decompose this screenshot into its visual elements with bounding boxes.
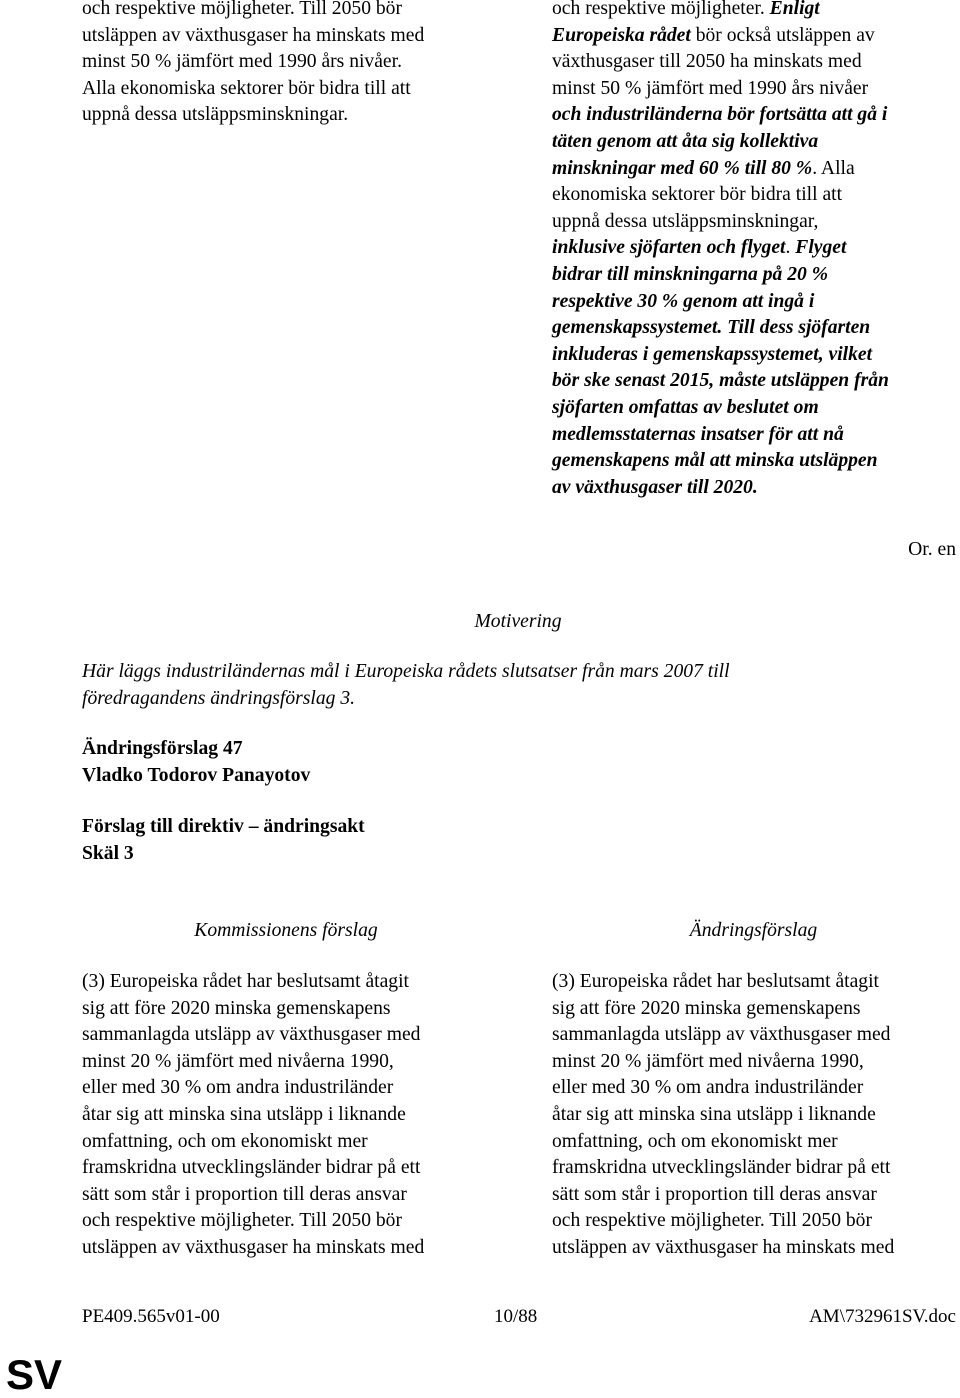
- text-run: bör också utsläppen av: [690, 24, 875, 46]
- text-line: sig att före 2020 minska gemenskapens: [552, 997, 861, 1019]
- text-line: eller med 30 % om andra industriländer: [82, 1077, 394, 1099]
- text-line: minst 20 % jämfört med nivåerna 1990,: [552, 1050, 864, 1072]
- text-line: sammanlagda utsläpp av växthusgaser med: [82, 1024, 421, 1046]
- text-line: omfattning, och om ekonomiskt mer: [552, 1130, 838, 1152]
- amended-line: av växthusgaser till 2020.: [552, 476, 758, 498]
- text-line: sätt som står i proportion till deras ansvar: [82, 1183, 407, 1205]
- amended-line: gemenskapens mål att minska utsläppen: [552, 450, 878, 472]
- text-line: utsläppen av växthusgaser ha minskats med: [82, 1236, 425, 1258]
- amended-line: bör ske senast 2015, måste utsläppen från: [552, 370, 889, 392]
- text-line: [552, 0, 889, 23]
- text-line: sammanlagda utsläpp av växthusgaser med: [552, 1024, 891, 1046]
- justification-text: [82, 659, 730, 712]
- text-line: minst 50 % jämfört med 1990 års nivåer.: [82, 51, 402, 73]
- amended-line: täten genom att åta sig kollektiva: [552, 130, 819, 152]
- amended-line: sjöfarten omfattas av beslutet om: [552, 396, 819, 418]
- text-line: uppnå dessa utsläppsminskningar,: [552, 210, 819, 232]
- amended-line: och industriländerna bör fortsätta att gå i: [552, 104, 888, 126]
- recital-number: Skäl 3: [82, 842, 134, 864]
- text-line: sig att före 2020 minska gemenskapens: [82, 997, 391, 1019]
- text-line: omfattning, och om ekonomiskt mer: [82, 1130, 368, 1152]
- footer-doc-ref: PE409.565v01-00: [82, 1306, 220, 1327]
- text-line: utsläppen av växthusgaser ha minskats med: [552, 1236, 895, 1258]
- amended-line: gemenskapssystemet. Till dess sjöfarten: [552, 317, 871, 339]
- language-code: SV: [6, 1351, 63, 1398]
- text-line: ekonomiska sektorer bör bidra till att: [552, 184, 843, 206]
- text-line: framskridna utvecklingsländer bidrar på ett: [82, 1157, 421, 1179]
- amended-line: bidrar till minskningarna på 20 %: [552, 263, 829, 285]
- text-line: [552, 235, 889, 262]
- text-line: Alla ekonomiska sektorer bör bidra till att: [82, 77, 411, 99]
- justification-heading: Motivering: [474, 611, 562, 632]
- text-line: åtar sig att minska sina utsläpp i liknande: [82, 1103, 406, 1125]
- text-line: och respektive möjligheter. Till 2050 bör: [82, 1210, 403, 1232]
- text-line: minst 20 % jämfört med nivåerna 1990,: [82, 1050, 394, 1072]
- amended-text: Europeiska rådet: [552, 24, 691, 46]
- top-right-text: [552, 0, 889, 501]
- text-line: [552, 23, 889, 50]
- amendment-heading: Ändringsförslag: [689, 920, 818, 941]
- amended-text: Enligt: [769, 0, 820, 19]
- amendment-author: Vladko Todorov Panayotov: [82, 764, 311, 786]
- text-run: .: [785, 237, 796, 259]
- commission-proposal-text: [82, 969, 424, 1262]
- top-left-text: [82, 0, 424, 129]
- text-line: eller med 30 % om andra industriländer: [552, 1077, 864, 1099]
- text-line: (3) Europeiska rådet har beslutsamt åtagit: [552, 971, 879, 992]
- amended-line: medlemsstaternas insatser för att nå: [552, 423, 844, 445]
- text-line: föredragandens ändringsförslag 3.: [82, 687, 356, 709]
- amendment-number: Ändringsförslag 47: [82, 738, 243, 759]
- amendment-text: [552, 969, 894, 1262]
- text-line: (3) Europeiska rådet har beslutsamt åtagit: [82, 971, 409, 992]
- text-line: uppnå dessa utsläppsminskningar.: [82, 104, 349, 126]
- text-line: växthusgaser till 2050 ha minskats med: [552, 51, 862, 73]
- footer-file-name: AM\732961SV.doc: [809, 1306, 956, 1327]
- text-line: åtar sig att minska sina utsläpp i liknande: [552, 1103, 876, 1125]
- text-line: framskridna utvecklingsländer bidrar på ett: [552, 1157, 891, 1179]
- text-run: och respektive möjligheter.: [552, 0, 770, 19]
- text-line: Här läggs industriländernas mål i Europeiska rådets slutsatser från mars 2007 till: [82, 661, 730, 682]
- amended-text: inklusive sjöfarten och flyget: [552, 237, 786, 259]
- text-line: och respektive möjligheter. Till 2050 bör: [552, 1210, 873, 1232]
- commission-proposal-heading: Kommissionens förslag: [194, 920, 378, 941]
- amendment-reference: [82, 814, 365, 867]
- amended-line: respektive 30 % genom att ingå i: [552, 290, 815, 312]
- text-run: . Alla: [812, 157, 855, 179]
- text-line: och respektive möjligheter. Till 2050 bör: [82, 0, 403, 19]
- proposal-title: Förslag till direktiv – ändringsakt: [82, 816, 365, 837]
- amended-line: inkluderas i gemenskapssystemet, vilket: [552, 343, 873, 365]
- footer-page-number: 10/88: [494, 1306, 538, 1327]
- amendment-header: [82, 736, 310, 789]
- text-line: minst 50 % jämfört med 1990 års nivåer: [552, 77, 869, 99]
- text-line: [552, 156, 889, 183]
- text-line: utsläppen av växthusgaser ha minskats med: [82, 24, 425, 46]
- original-language: Or. en: [908, 539, 956, 560]
- amended-text: Flyget: [795, 237, 847, 259]
- text-line: sätt som står i proportion till deras ansvar: [552, 1183, 877, 1205]
- amended-text: minskningar med 60 % till 80 %: [552, 157, 813, 179]
